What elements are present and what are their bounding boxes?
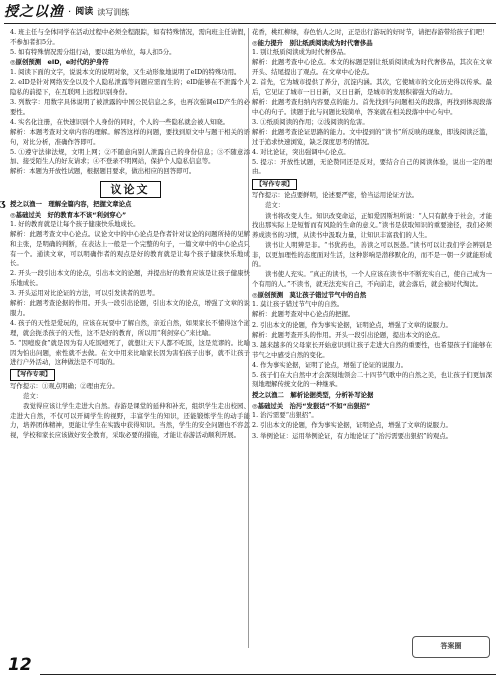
paragraph: 3. 列数字：用数字具体说明了被泄露的中国公民信息之多，也再次强调eID产生的必要性。 (10, 97, 250, 116)
paragraph: 3. ①纸质阅读的作用；②浅阅读的危害。 (252, 117, 369, 126)
paragraph: 2. eID是针对网络安全以及个人隐私泄露等问题应需而生的；eID能够在不泄露个人隐私的前提下，在互联网上远程识别身份。 (10, 78, 250, 96)
paragraph: 写作提示：论点要鲜明，论述要严密，恰当运用论证方法。 (252, 191, 419, 200)
brand-separator: · (68, 6, 72, 18)
paragraph: 解析：此题考查论证思路的能力。文中提到的“读书”所反映的现象，即浅阅读泛滥，过于追求快速浏览，缺乏深度思考的情况。 (252, 127, 492, 146)
paragraph: 2. 引出本文的论题，作为事实论据，证明论点，增强了文章的说服力。 (252, 421, 452, 430)
page-number: 12 (8, 655, 32, 675)
paragraph: 3. 开头运用对比论证的方法，可以引发读者的思考。 (10, 289, 159, 298)
paragraph: 解析：此题考查归纳内容要点的能力。首先找到与问题相关的段落，再找到体现段落中心的句子。读题于此与问题比较简单，答案就在相关段落中中心句中。 (252, 97, 492, 116)
paragraph: 2. 引出本文的论题，作为事实论据，证明论点，增强了文章的说服力。 (252, 320, 452, 329)
paragraph: 1. 好的教育就是让每个孩子健康快乐地成长。 (10, 220, 140, 229)
writing-tag: 【写作专项】 (252, 179, 297, 191)
section-heading: ◎原创预测 莫让孩子错过节气中的自然 (252, 290, 367, 299)
paragraph: 解析：此题考查论据的作用。开头一段引出论题，引出本文的论点，增强了文章的说服力。 (10, 299, 250, 317)
brand-logo: 授之以渔 (4, 3, 64, 20)
paragraph: 读书让人明辨是非。“书犹药也，善读之可以医愚。”读书可以让我们学会辨别是非，以更加理性的态度面对生活，这种影响是潜移默化的，而不是一朝一夕就能形成的。 (252, 241, 492, 269)
paragraph: 4. 实名化注册，在快速识别个人身份的同时，个人的一些隐私就会被人知晓。 (10, 117, 230, 126)
paragraph: 解析：此题考查文中心论点。议论文中的中心论点是作者针对议论的问题所持的见解和主张，是明确的判断，在表达上一般是一个完整的句子，一篇文章中的中心论点只有一个。通读文章，可以明确作者的观点是好的教育就是让每个孩子健康快乐地成长。 (10, 230, 250, 268)
paragraph: 写作提示：①观点明确；②理由充分。 (10, 381, 119, 390)
paragraph: 花香，桃红柳绿，春色怡人之时，正是出行游玩的好时节，请把春游带给孩子们吧！ (252, 28, 489, 36)
paragraph: 解析：此题考查中心论点。本文的标题是别让纸质阅读成为时代奢侈品，其次在文章开头、结尾提出了观点。在文章中心论点。 (252, 58, 492, 76)
section-banner: 议论文 (100, 181, 161, 198)
paragraph: 1. 莫让孩子错过节气中的自然。 (252, 300, 344, 309)
unit-heading: 授之以渔二 解析论据类型，分析补写论据 (252, 391, 374, 400)
paragraph: 4. 对比论证，突出强调中心论点。 (252, 147, 350, 156)
paragraph: 解析：此题考查开头的作用。开头一段引出论题，提出本文的论点。 (252, 330, 444, 339)
answer-stamp: 答案圈 (412, 636, 490, 658)
unit-heading: 授之以渔一 理解全篇内容，把握文章论点 (10, 200, 132, 209)
paragraph: 4. 作为事实论据，证明了论点，增强了论证的说服力。 (252, 360, 408, 369)
paragraph: 我觉得应该让学生走进大自然。春游是课堂的延伸和补充，组织学生走出校园、走进大自然，不仅可以开阔学生的视野，丰富学生的知识，还能锻炼学生的动手能力，培养团体精神，更能让学生在实践中获得知识。当然，学生的安全问题也不容忽视，学校和家长应该做好安全教育，采取必要的措施，才能让春游活动顺利开展。 (10, 402, 250, 440)
paragraph: 范文： (265, 201, 285, 210)
right-column (252, 28, 492, 648)
left-column (10, 28, 250, 648)
writing-tag: 【写作专项】 (10, 369, 55, 381)
brand-tag: 读写训练 (97, 7, 130, 17)
tag-row (10, 368, 250, 382)
section-heading: ◎原创预测 eID，e时代的护身符 (10, 58, 109, 67)
paragraph: 2. 开头一段引出本文的论点，引出本文的论题，并提出好的教育应该是让孩子健康快乐地成长。 (10, 269, 250, 287)
paragraph: 5. 提示：开放性试题，无论赞同还是反对，要结合自己的阅读体验，说出一定的理由。 (252, 157, 492, 176)
brand (4, 3, 130, 20)
paragraph: 3. 越来越多的父母家长开始意识到让孩子走进大自然的重要性，也希望孩子们能够在节气之中感受自然的变化。 (252, 340, 492, 359)
brand-subject: 阅读 (75, 6, 94, 17)
paragraph: 2. 首先，它为城市提供了养分，沉淀内涵。其次，它使城市的文化历史得以传承。最后，它见证了城市一日日新，又日日新，是城市的发展积蓄强大的动力。 (252, 78, 492, 96)
paragraph: 1. 别让纸质阅读成为时代奢侈品。 (252, 48, 350, 57)
tag-row (252, 178, 492, 192)
paragraph: 4. 班主任与全体同学在活动过程中必须全程跟踪，如有特殊情况，需向班主任请假，不参加者扣5分。 (10, 28, 250, 46)
paragraph: 5. 如有特殊情况需分组行动，要以组为单位，每人扣5分。 (10, 47, 176, 56)
paragraph: 1. 治污需要“出狠招”。 (252, 411, 318, 420)
paragraph: 解析：本题为开放性试题，根据题目要求，做出相应的回答即可。 (10, 167, 196, 176)
paragraph: 3. 举例论证：运用举例论证，有力地论证了“治污需要出狠招”的观点。 (252, 431, 452, 440)
footer-line (40, 674, 496, 675)
paragraph: 解析：本题考查对文章内容的理解。解答这样的问题，要找到原文中与题干相关的语句，对比分析，准确作答即可。 (10, 127, 250, 146)
paragraph: 5. 孩子们在大自然中才会深刻地领会二十四节气歌中的自然之美，也让孩子们更加深刻地理解传统文化的一种继承。 (252, 370, 492, 389)
paragraph: 范文： (23, 392, 43, 401)
paragraph: 4. 孩子的天性是爱玩的，应该在玩耍中了解自然，亲近自然，如果家长不懂得这个道理，就会扼杀孩子的天性，这不是好的教育，所以用“利剑穿心”来比喻。 (10, 319, 250, 337)
paragraph: 1. 阅读下面的文字，说说本文的说明对象，又生动形象地说明了eID的特殊功用。 (10, 67, 241, 76)
margin-mark: ʒ (0, 199, 6, 209)
column-divider (248, 28, 249, 648)
paragraph: 读书使人充实。“真正的读书，一个人应该在读书中不断充实自己，使自己成为一个有用的人。”不读书，就无法充实自己，不向前走，就会落后，就会被时代淘汰。 (252, 270, 492, 288)
paragraph: 读书将改变人生。知识改变命运，正如爱因斯坦所说：“人只有献身于社会，才能找出那实际上是短暂而有风险的生命的意义。”读书是获取知识的重要途径，我们必须养成读书的习惯，从读书中汲取力量，让知识丰富我们的人生。 (252, 211, 492, 239)
paragraph: 5. “因噎废食”就是因为有人吃饭噎死了，就想让天下人都不吃饭，这是荒谬的。比喻因为怕出问题，索性就不去做。在文中用来比喻家长因为害怕孩子出事，就不让孩子进行户外活动，这种做法是不可取的。 (10, 338, 250, 367)
page-header (4, 2, 496, 24)
section-heading: ◎基础过关 治污“发狠话”不如“出狠招” (252, 401, 371, 410)
banner-row (10, 181, 250, 198)
paragraph: 5. ①遵守法律法规，文明上网；②不随意向别人泄露自己的身份信息；③不随意添加、接受陌生人的好友请求；④不登录不明网站，保护个人隐私信息等。 (10, 147, 250, 166)
section-heading: ◎基础过关 好的教育本不该“利剑穿心” (10, 210, 127, 219)
paragraph: 解析：此题考查对中心论点的把握。 (252, 310, 355, 319)
section-heading: ◎能力提升 别让纸质阅读成为时代奢侈品 (252, 38, 373, 47)
